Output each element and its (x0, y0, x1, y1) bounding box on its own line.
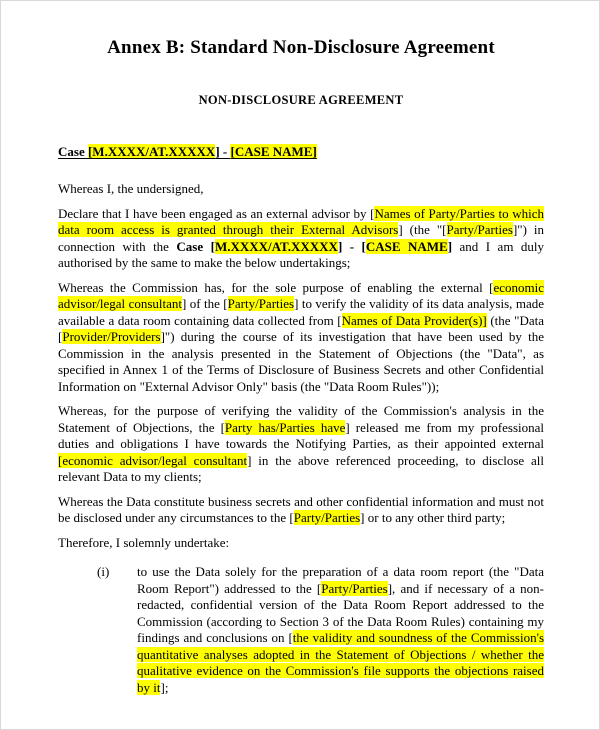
list-item-i (58, 564, 544, 696)
paragraph-whereas-purpose: Whereas, for the purpose of verifying the validity of the Commission's analysis in the Statement of Objections, the [Party has/Parties have] released me from my professional duties and obligations I have towards the Notifying Parties, as their appointed external [economic advisor/legal consultant] in the above referenced proceeding, to disclose all relevant Data to my clients; (58, 403, 544, 484)
list-item-i-marker: (i) (97, 564, 110, 579)
paragraph-therefore-undertake: Therefore, I solemnly undertake: (58, 534, 230, 550)
list-item-i-text: to use the Data solely for the preparation of a data room report (the "Data Room Report") addressed to the [Party/Parties], and if necessary of a non-redacted, confidential version of the Data Room Report addressed to the Commission (according to Section 3 of the Data Room Rules) containing my findings and conclusions on [the validity and soundness of the Commission's quantitative analyses adopted in the Statement of Objections / whether the qualitative evidence on the Commission's file supports the objections raised by it]; (137, 564, 545, 695)
paragraph-whereas-commission: Whereas the Commission has, for the sole purpose of enabling the external [economic advisor/legal consultant] of the [Party/Parties] to verify the validity of its data analysis, made available a data room containing data collected from [Names of Data Provider(s)] (the "Data [Provider/Providers]") during the course of its investigation that have been used by the Commission in the analysis presented in the Statement of Objections (the "Data", as specified in Annex 1 of the Terms of Disclosure of Business Secrets and other Confidential Information on "External Advisor Only" basis (the "Data Room Rules")); (58, 279, 544, 394)
case-heading: Case [M.XXXX/AT.XXXXX] - [CASE NAME] (58, 144, 317, 159)
agreement-subtitle: NON-DISCLOSURE AGREEMENT (198, 93, 404, 107)
document-title: Annex B: Standard Non-Disclosure Agreement (107, 37, 495, 58)
paragraph-declare-engaged: Declare that I have been engaged as an external advisor by [Names of Party/Parties to which data room access is granted through their External Advisors] (the "[Party/Parties]") in connection with the Case [M.XXXX/AT.XXXXX] - [CASE NAME] and I am duly authorised by the same to make the below undertakings; (58, 205, 545, 270)
paragraph-whereas-undersigned: Whereas I, the undersigned, (58, 181, 204, 196)
paragraph-whereas-data-secrets: Whereas the Data constitute business secrets and other confidential information and must not be disclosed under any circumstances to the [Party/Parties] or to any other third party; (58, 493, 544, 525)
